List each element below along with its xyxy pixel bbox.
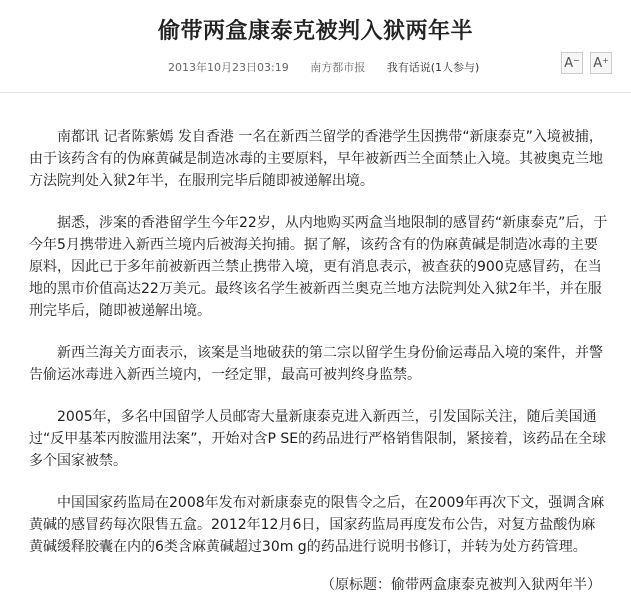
original-title-note: （原标题：偷带两盒康泰克被判入狱两年半） (321, 577, 601, 593)
comments-link[interactable]: 我有话说(1人参与) (386, 61, 480, 74)
publish-date: 2013年10月23日03:19 (168, 61, 289, 74)
paragraph: 新西兰海关方面表示，该案是当地破获的第二宗以留学生身份偷运毒品入境的案件，并警告偷运冰毒进入新西兰境内，一经定罪，最高可被判终身监禁。 (29, 345, 603, 383)
article-meta (168, 59, 479, 75)
font-increase-button[interactable] (590, 52, 612, 74)
paragraph: 2005年，多名中国留学人员邮寄大量新康泰克进入新西兰，引发国际关注，随后美国通过“反甲基苯丙胺滥用法案”，开始对含P SE的药品进行严格销售限制，紧接着，该药品在全球多个国家被禁。 (29, 409, 607, 469)
paragraph: 中国国家药监局在2008年发布对新康泰克的限售令之后，在2009年再次下文，强调含麻黄碱的感冒药每次限售五盒。2012年12月6日，国家药监局再度发布公告，对复方盐酸伪麻黄碱缓释胶囊在内的6类含麻黄碱超过30m g的药品进行说明书修订，并转为处方药管理。 (29, 495, 605, 555)
header-divider (0, 92, 631, 93)
font-decrease-button[interactable] (561, 52, 583, 74)
font-decrease-label: A (564, 56, 574, 71)
article-title: 偷带两盒康泰克被判入狱两年半 (157, 19, 473, 44)
plus-icon: + (602, 56, 609, 65)
article-body (29, 126, 609, 596)
paragraph: 据悉，涉案的香港留学生今年22岁，从内地购买两盒当地限制的感冒药“新康泰克”后，于今年5月携带进入新西兰境内后被海关拘捕。据了解，该药含有的伪麻黄碱是制造冰毒的主要原料，因此已于多年前被新西兰禁止携带入境，更有消息表示，被查获的900克感冒药，在当地的黑市价值高达22万美元。最终该名学生被新西兰奥克兰地方法院判处入狱2年半，并在服刑完毕后，随即被递解出境。 (29, 215, 608, 319)
font-increase-label: A (593, 56, 603, 71)
minus-icon: − (573, 56, 580, 65)
paragraph: 南都讯 记者陈紫嫣 发自香港 一名在新西兰留学的香港学生因携带“新康泰克”入境被捕，由于该药含有的伪麻黄碱是制造冰毒的主要原料，早年被新西兰全面禁止入境。其被奥克兰地方法院判处入狱2年半，在服刑完毕后随即被递解出境。 (29, 129, 603, 189)
source-media[interactable]: 南方都市报 (310, 61, 366, 74)
